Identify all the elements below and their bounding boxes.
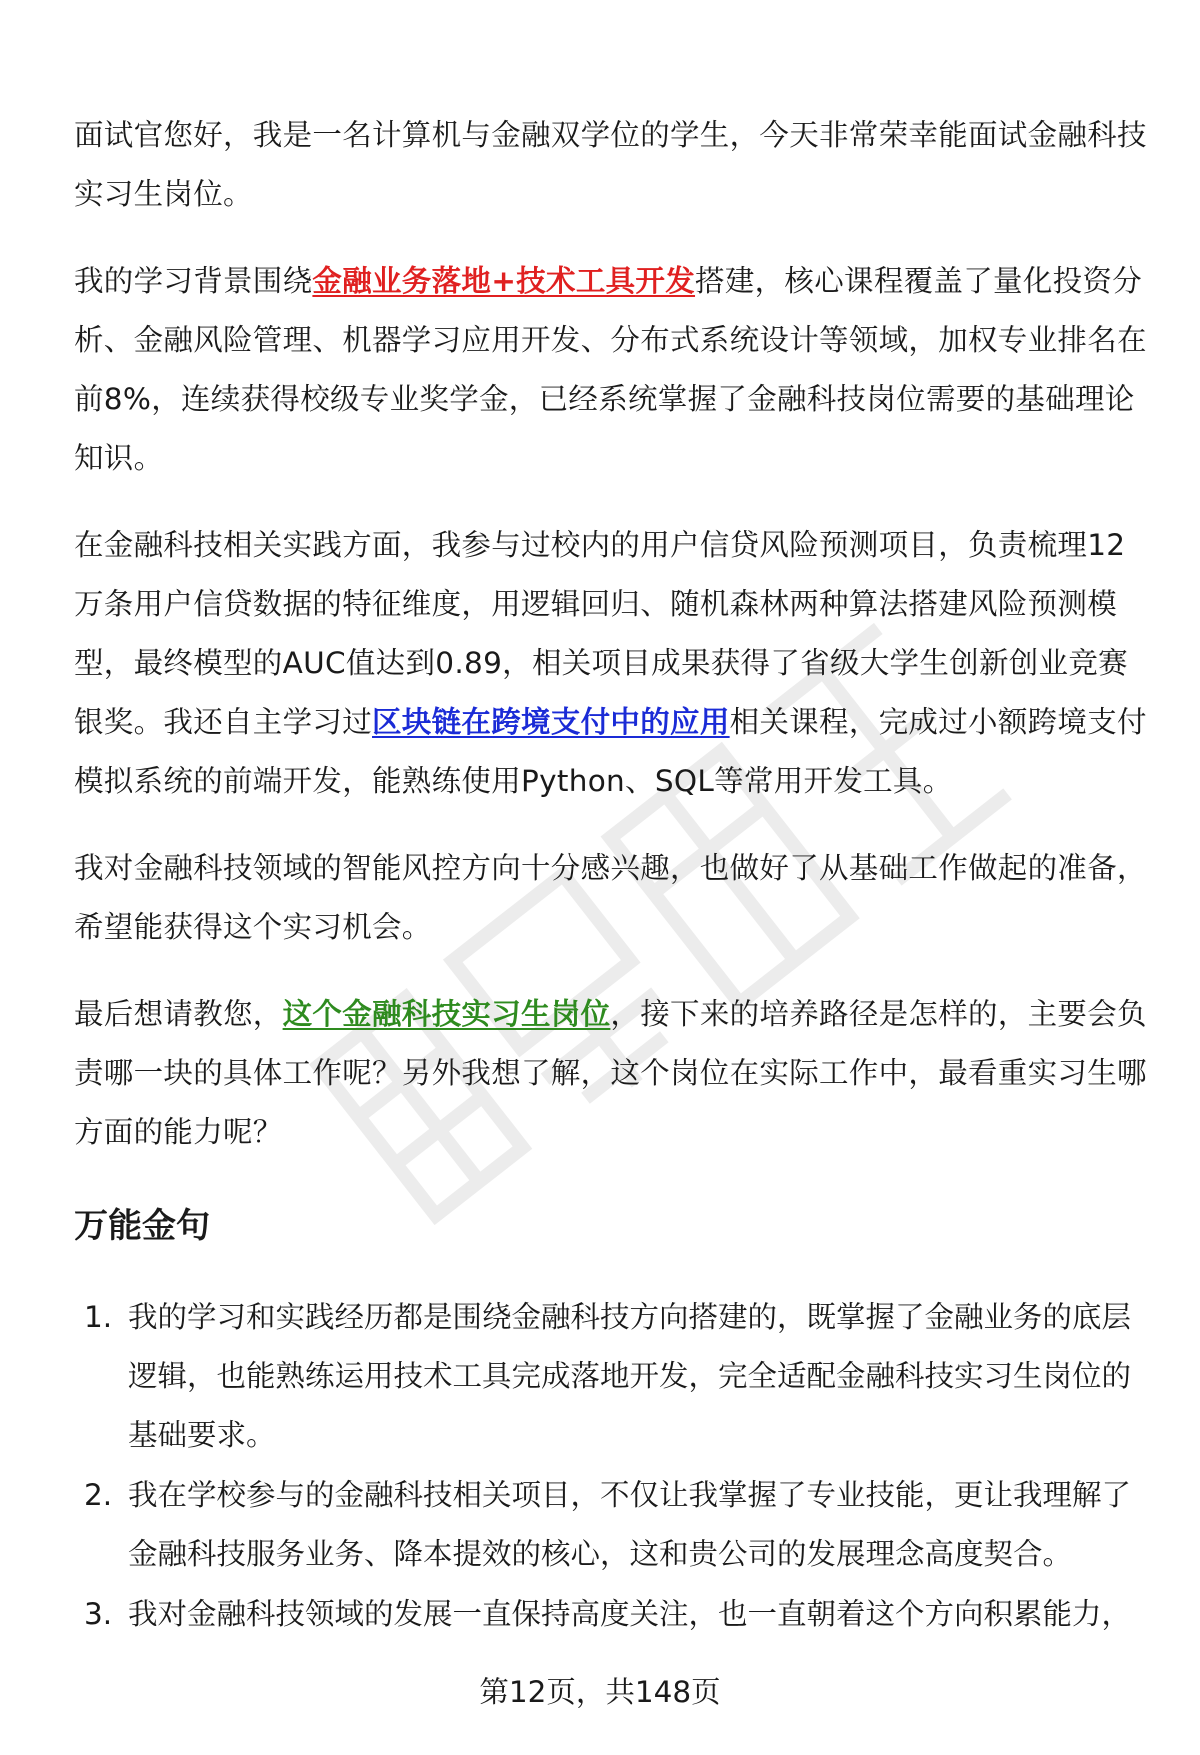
golden-sentences-list [74,1288,1154,1644]
list-item-number: 3. [84,1597,113,1631]
background-text-after: 搭建，核心课程覆盖了量化投资分析、金融风险管理、机器学习应用开发、分布式系统设计等领域，加权专业排名在前8%，连续获得校级专业奖学金，已经系统掌握了金融科技岗位需要的基础理论知识。 [74,264,1147,475]
interest-paragraph: 我对金融科技领域的智能风控方向十分感兴趣，也做好了从基础工作做起的准备，希望能获得这个实习机会。 [74,851,1147,944]
question-paragraph [74,985,1154,1162]
background-highlight: 金融业务落地+技术工具开发 [312,264,696,298]
list-item [74,1288,1154,1465]
section-heading: 万能金句 [74,1206,210,1246]
question-text-before: 最后想请教您， [74,997,283,1031]
document-body [74,106,1154,1645]
background-text-before: 我的学习背景围绕 [74,264,313,298]
question-highlight: 这个金融科技实习生岗位 [282,997,611,1031]
list-item [74,1466,1154,1584]
list-item-number: 2. [84,1478,113,1512]
question-text-after: ，接下来的培养路径是怎样的，主要会负责哪一块的具体工作呢？另外我想了解，这个岗位在实际工作中，最看重实习生哪方面的能力呢？ [74,997,1147,1149]
practice-text-before: 在金融科技相关实践方面，我参与过校内的用户信贷风险预测项目，负责梳理12万条用户信贷数据的特征维度，用逻辑回归、随机森林两种算法搭建风险预测模型，最终模型的AUC值达到0.89，相关项目成果获得了省级大学生创新创业竞赛银奖。我还自主学习过 [74,528,1128,739]
practice-paragraph [74,516,1154,811]
page-footer: 第12页，共148页 [0,1672,1200,1712]
list-item-text: 我在学校参与的金融科技相关项目，不仅让我掌握了专业技能，更让我理解了金融科技服务业务、降本提效的核心，这和贵公司的发展理念高度契合。 [128,1478,1132,1571]
list-item-text: 我对金融科技领域的发展一直保持高度关注，也一直朝着这个方向积累能力， [128,1597,1132,1631]
practice-text-after: 相关课程，完成过小额跨境支付模拟系统的前端开发，能熟练使用Python、SQL等常用开发工具。 [74,705,1147,798]
intro-paragraph: 面试官您好，我是一名计算机与金融双学位的学生，今天非常荣幸能面试金融科技实习生岗位。 [74,118,1147,211]
list-item [74,1585,1154,1644]
background-paragraph [74,252,1154,488]
list-item-text: 我的学习和实践经历都是围绕金融科技方向搭建的，既掌握了金融业务的底层逻辑，也能熟练运用技术工具完成落地开发，完全适配金融科技实习生岗位的基础要求。 [128,1300,1132,1452]
list-item-number: 1. [84,1300,113,1334]
practice-highlight: 区块链在跨境支付中的应用 [372,705,730,739]
